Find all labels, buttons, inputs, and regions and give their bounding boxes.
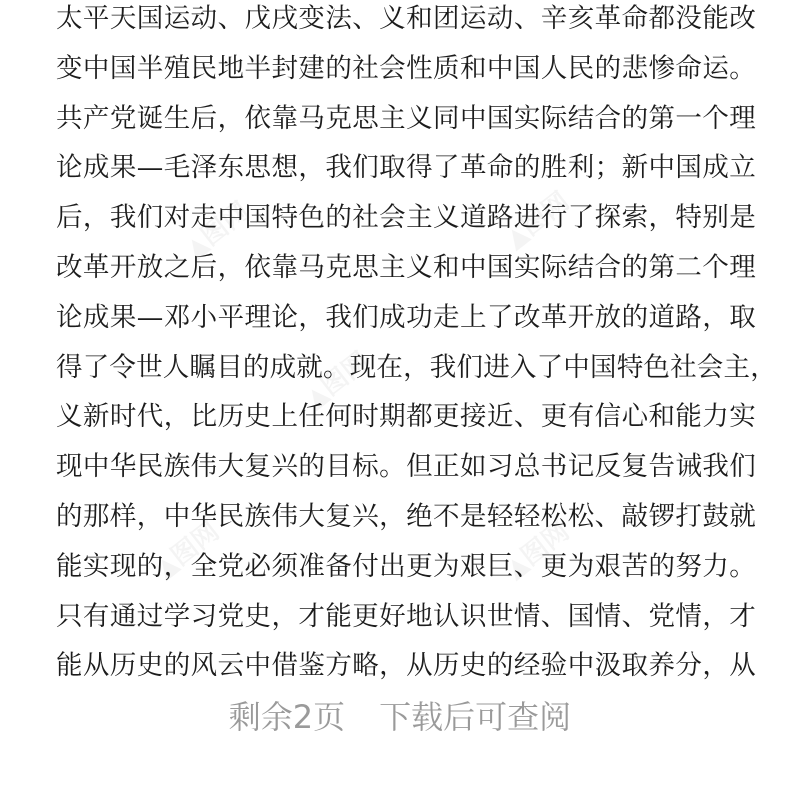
- text-line: 后，我们对走中国特色的社会主义道路进行了探索，特别是: [56, 202, 756, 234]
- text-line: 共产党诞生后，依靠马克思主义同中国实际结合的第一个理: [56, 102, 756, 134]
- text-line: 变中国半殖民地半封建的社会性质和中国人民的悲惨命运。: [56, 52, 756, 84]
- text-line: 现中华民族伟大复兴的目标。但正如习总书记反复告诫我们: [56, 451, 756, 483]
- text-line: 能从历史的风云中借鉴方略，从历史的经验中汲取养分，从: [56, 650, 756, 682]
- text-line: 改革开放之后，依靠马克思主义和中国实际结合的第二个理: [56, 251, 756, 283]
- download-to-read-more-banner[interactable]: [0, 694, 800, 740]
- text-line: 只有通过学习党史，才能更好地认识世情、国情、党情，才: [56, 600, 756, 632]
- text-line: 论成果—邓小平理论，我们成功走上了改革开放的道路，取: [56, 301, 756, 333]
- document-body: [56, 0, 777, 697]
- download-to-view-label: 下载后可查阅: [379, 698, 572, 736]
- text-line: 太平天国运动、戊戌变法、义和团运动、辛亥革命都没能改: [56, 3, 756, 34]
- text-line: 论成果—毛泽东思想，我们取得了革命的胜利；新中国成立: [56, 152, 756, 184]
- text-line: 能实现的，全党必须准备付出更为艰巨、更为艰苦的努力。: [56, 550, 756, 582]
- remaining-pages-label: 剩余2页: [228, 698, 346, 736]
- text-line: 的那样，中华民族伟大复兴，绝不是轻轻松松、敲锣打鼓就: [56, 500, 756, 532]
- text-line: 得了令世人瞩目的成就。现在，我们进入了中国特色社会主，: [56, 351, 777, 383]
- text-line: 义新时代，比历史上任何时期都更接近、更有信心和能力实: [56, 401, 756, 433]
